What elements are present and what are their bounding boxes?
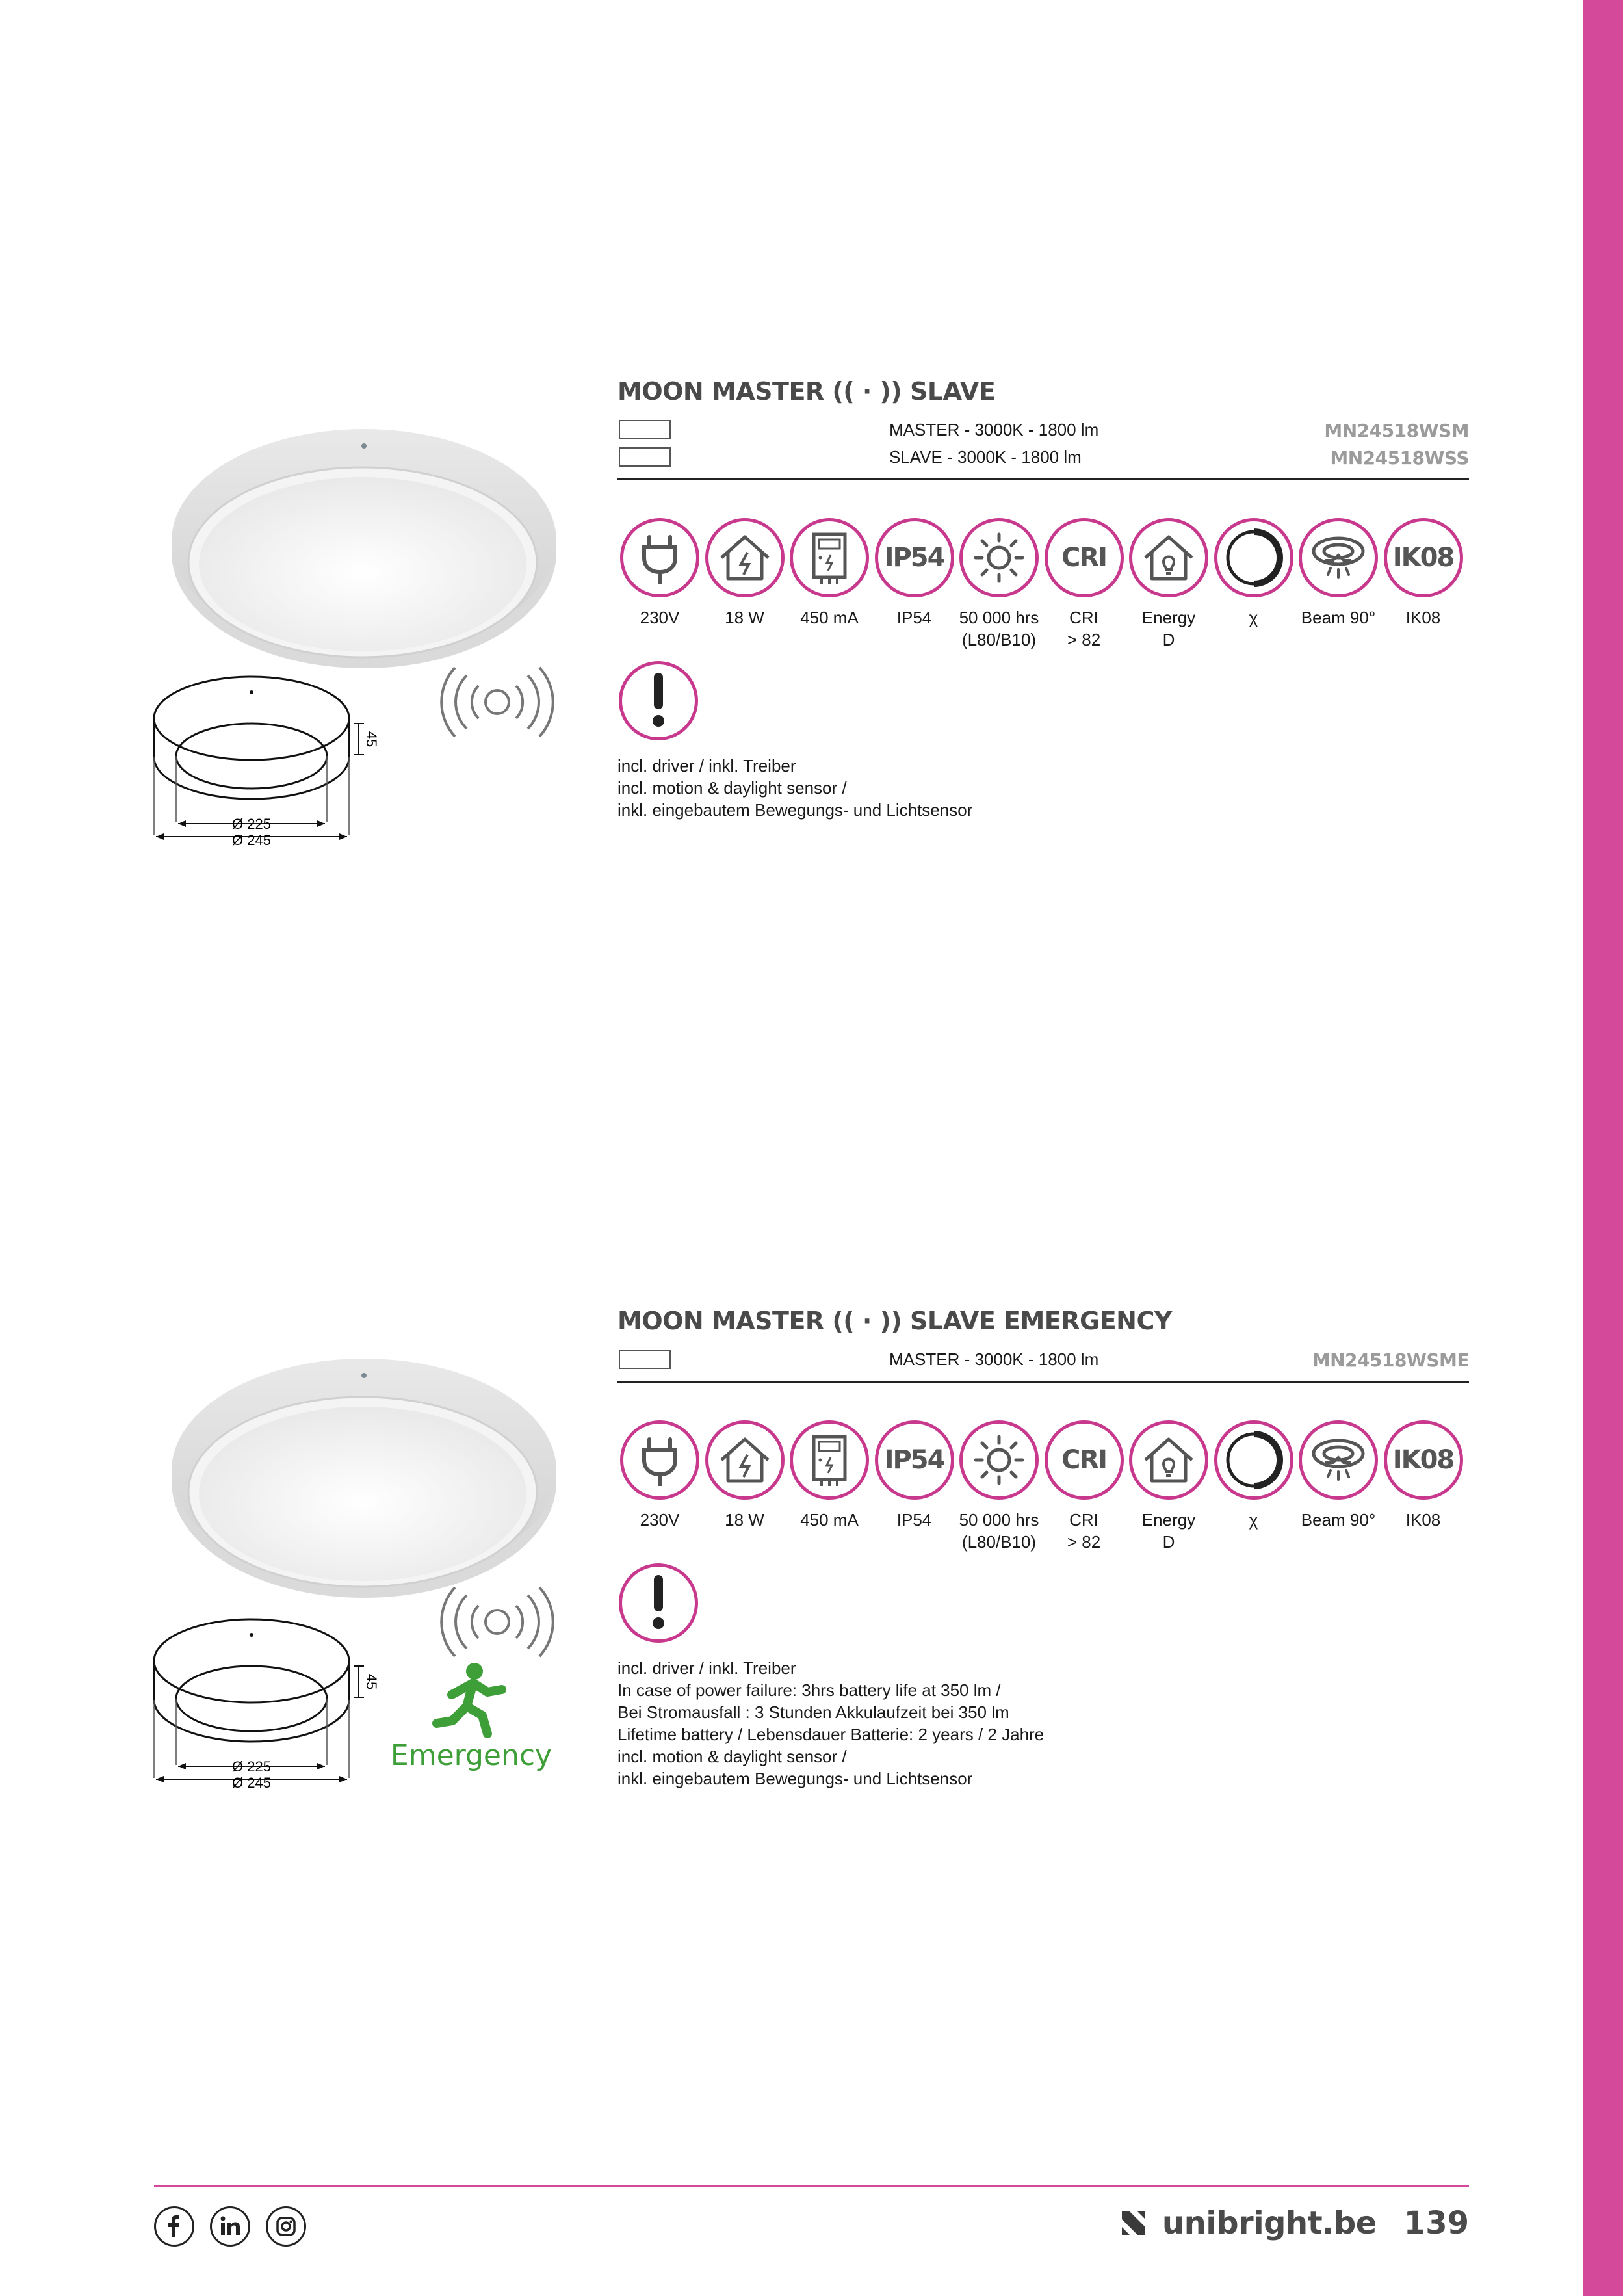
- spec-label: χ: [1249, 1510, 1258, 1530]
- sun-lifetime-icon: [959, 1420, 1039, 1500]
- spec-label: 450 mA: [800, 1510, 859, 1530]
- dimension-drawing: [151, 673, 380, 861]
- spec-sun-lifetime: [957, 518, 1041, 651]
- dimming-icon: [1214, 1420, 1293, 1500]
- spec-label: 50 000 hrs (L80/B10): [959, 608, 1039, 649]
- dimension-inner-diameter: Ø 225: [232, 816, 271, 832]
- spec-dimming: [1212, 1420, 1296, 1531]
- energy-house-icon: [1129, 518, 1208, 597]
- side-accent-bar: [1583, 0, 1623, 2296]
- product-info: [617, 1307, 1469, 1790]
- spec-label: 50 000 hrs (L80/B10): [959, 1510, 1039, 1552]
- spec-label: IK08: [1405, 608, 1441, 627]
- running-man-icon: [390, 1661, 552, 1739]
- note-line: incl. driver / inkl. Treiber: [617, 756, 796, 776]
- emergency-exit-sign: [390, 1661, 552, 1778]
- dimension-outer-diameter: Ø 245: [232, 1775, 271, 1791]
- house-power-icon: [705, 518, 785, 597]
- note-line: inkl. eingebautem Bewegungs- und Lichtsensor: [617, 1769, 973, 1788]
- spec-driver: [787, 1420, 872, 1531]
- spec-plug: [617, 518, 702, 629]
- spec-driver: [787, 518, 872, 629]
- spec-impact-rating: [1381, 518, 1466, 629]
- variant-code: MN24518WSS: [1330, 447, 1469, 469]
- page-footer: [154, 2185, 1469, 2241]
- plug-icon: [620, 518, 699, 597]
- note-line: incl. driver / inkl. Treiber: [617, 1658, 796, 1678]
- product-info: [617, 377, 1469, 821]
- spec-cri: [1042, 518, 1126, 651]
- variant-code: MN24518WSM: [1324, 420, 1469, 441]
- motion-sensor-icon: [442, 1586, 552, 1658]
- product-title: MOON MASTER (( · )) SLAVE EMERGENCY: [617, 1307, 1172, 1335]
- variant-checkbox: [619, 420, 671, 439]
- plug-icon: [620, 1420, 699, 1500]
- dimension-height: 45: [363, 1673, 380, 1690]
- divider: [617, 478, 1469, 480]
- motion-sensor-icon: [442, 666, 552, 738]
- product-notes: [617, 1657, 1469, 1790]
- spec-icons: [617, 518, 1469, 661]
- product-title: MOON MASTER (( · )) SLAVE: [617, 377, 996, 406]
- impact-rating-icon: [1384, 1420, 1463, 1500]
- brand-logo-icon: [1121, 2210, 1147, 2236]
- variant-label: MASTER - 3000K - 1800 lm: [889, 1350, 1099, 1369]
- energy-house-icon: [1129, 1420, 1208, 1500]
- house-power-icon: [705, 1420, 785, 1500]
- spec-label: Energy D: [1141, 1510, 1196, 1552]
- sun-lifetime-icon: [959, 518, 1039, 597]
- spec-label: IP54: [896, 608, 932, 627]
- spec-house-power: [703, 1420, 787, 1531]
- variant-checkbox: [619, 1350, 671, 1369]
- spec-label: CRI > 82: [1067, 608, 1101, 649]
- variant-checkbox: [619, 447, 671, 467]
- divider: [617, 1381, 1469, 1383]
- note-line: incl. motion & daylight sensor /: [617, 778, 847, 798]
- spec-label: 450 mA: [800, 608, 859, 627]
- spec-plug: [617, 1420, 702, 1531]
- dimension-height: 45: [363, 731, 380, 748]
- cri-icon: [1045, 1420, 1124, 1500]
- spec-label: Energy D: [1141, 608, 1196, 649]
- spec-label: Beam 90°: [1301, 1510, 1376, 1530]
- variant-label: MASTER - 3000K - 1800 lm: [889, 420, 1099, 439]
- product-photo: [156, 397, 565, 683]
- dimension-outer-diameter: Ø 245: [232, 832, 271, 848]
- product-photo: [156, 1326, 565, 1612]
- note-line: In case of power failure: 3hrs battery life at 350 lm /: [617, 1680, 1001, 1700]
- warning-icon: [619, 661, 698, 740]
- beam-angle-icon: [1299, 518, 1378, 597]
- spec-cri: [1042, 1420, 1126, 1553]
- dimming-icon: [1214, 518, 1293, 597]
- spec-label: 230V: [640, 1510, 680, 1530]
- note-line: incl. motion & daylight sensor /: [617, 1747, 847, 1766]
- brand-block: [1121, 2205, 1469, 2241]
- spec-sun-lifetime: [957, 1420, 1041, 1553]
- variant-row: [617, 416, 1469, 443]
- icon-text: IP54: [884, 1445, 944, 1475]
- spec-ip-rating: [872, 518, 957, 629]
- instagram-icon[interactable]: [266, 2206, 306, 2247]
- spec-dimming: [1212, 518, 1296, 629]
- spec-label: IP54: [896, 1510, 932, 1530]
- spec-house-power: [703, 518, 787, 629]
- spec-label: 18 W: [725, 608, 764, 627]
- driver-icon: [790, 1420, 869, 1500]
- spec-label: CRI > 82: [1067, 1510, 1101, 1552]
- icon-text: IK08: [1392, 1445, 1454, 1475]
- page-number: 139: [1403, 2205, 1469, 2241]
- spec-energy-house: [1126, 1420, 1211, 1553]
- spec-label: 18 W: [725, 1510, 764, 1530]
- footer-divider: [154, 2185, 1469, 2187]
- icon-text: IK08: [1392, 543, 1454, 573]
- spec-icons: [617, 1420, 1469, 1563]
- variant-code: MN24518WSME: [1312, 1350, 1469, 1371]
- icon-text: CRI: [1061, 543, 1107, 573]
- warning-icon: [619, 1563, 698, 1643]
- driver-icon: [790, 518, 869, 597]
- spec-label: IK08: [1405, 1510, 1441, 1530]
- product-notes: [617, 755, 1469, 821]
- ip-rating-icon: [875, 1420, 954, 1500]
- note-line: inkl. eingebautem Bewegungs- und Lichtsensor: [617, 800, 973, 820]
- facebook-icon[interactable]: [154, 2206, 194, 2247]
- icon-text: CRI: [1061, 1445, 1107, 1475]
- ip-rating-icon: [875, 518, 954, 597]
- variant-row: [617, 1346, 1469, 1373]
- spec-beam-angle: [1296, 1420, 1381, 1531]
- emergency-label: Emergency: [390, 1739, 552, 1772]
- spec-impact-rating: [1381, 1420, 1466, 1531]
- linkedin-icon[interactable]: [210, 2206, 250, 2247]
- spec-ip-rating: [872, 1420, 957, 1531]
- spec-energy-house: [1126, 518, 1211, 651]
- spec-beam-angle: [1296, 518, 1381, 629]
- dimension-inner-diameter: Ø 225: [232, 1758, 271, 1775]
- spec-label: Beam 90°: [1301, 608, 1376, 627]
- variant-label: SLAVE - 3000K - 1800 lm: [889, 447, 1082, 467]
- variant-row: [617, 443, 1469, 471]
- spec-label: 230V: [640, 608, 680, 627]
- spec-label: χ: [1249, 608, 1258, 627]
- dimension-drawing: [151, 1615, 380, 1804]
- icon-text: IP54: [884, 543, 944, 573]
- note-line: Lifetime battery / Lebensdauer Batterie: 2 years / 2 Jahre: [617, 1725, 1045, 1744]
- cri-icon: [1045, 518, 1124, 597]
- impact-rating-icon: [1384, 518, 1463, 597]
- brand-name[interactable]: unibright.be: [1162, 2205, 1377, 2241]
- beam-angle-icon: [1299, 1420, 1378, 1500]
- note-line: Bei Stromausfall : 3 Stunden Akkulaufzeit bei 350 lm: [617, 1702, 1009, 1722]
